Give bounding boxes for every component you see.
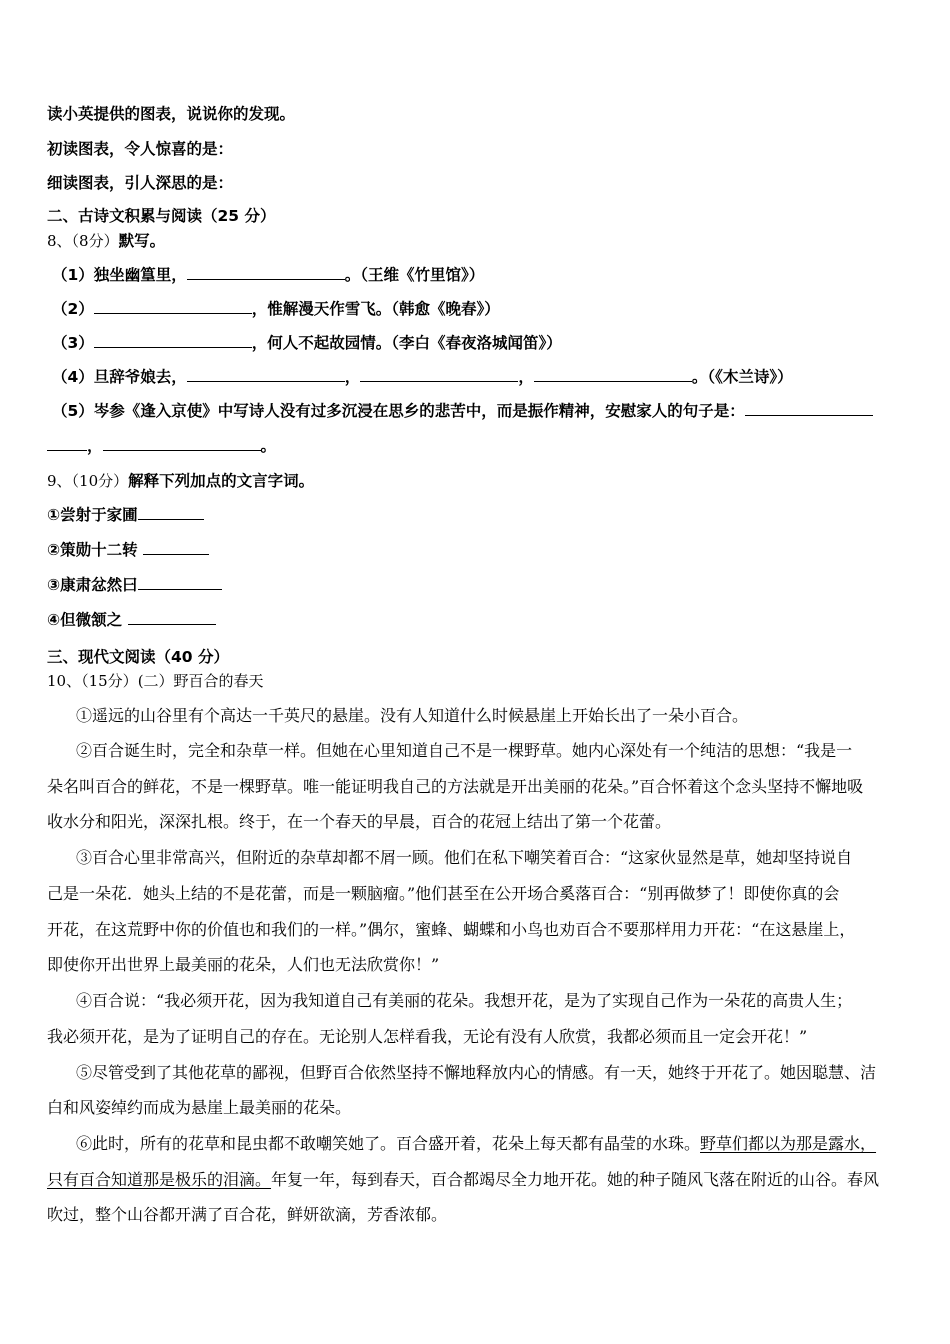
q9-item-2 [47,538,950,560]
q7-first-read: 初读图表，令人惊喜的是： [47,140,234,158]
q8-item-4-sep1: ， [344,368,361,386]
q9-title: 解释下列加点的文言字词。 [128,472,315,490]
passage-p3-line1: ③百合心里非常高兴，但附近的杂草却都不屑一顾。他们在私下嘲笑着百合：“这家伙显然是草，她却坚持说自 [76,848,853,867]
q7-prompt: 读小英提供的图表，说说你的发现。 [47,105,296,123]
q8-item-1-post: 。（王维《竹里馆》） [344,266,485,284]
passage-p6-line2-b: 年复一年，每到春天，百合都竭尽全力地开花。她的种子随风飞落在附近的山谷。春风 [271,1170,880,1189]
q8-item-3-post: ，何人不起故园情。（李白《春夜洛城闻笛》） [251,334,562,352]
q9-item-4-text: ④但微颔之 [47,611,128,629]
answer-blank[interactable] [138,575,222,590]
q9-number: 9、（10分） [47,472,129,490]
q10-number: 10、（15分） [47,672,138,690]
section2-heading: 二、古诗文积累与阅读（25 分） [47,207,276,225]
answer-blank[interactable] [47,436,87,451]
q10-header [47,670,950,691]
q8-item-5-post: 。 [260,437,277,455]
section3-heading: 三、现代文阅读（40 分） [47,648,229,666]
q9-header [47,469,950,491]
answer-blank[interactable] [745,401,873,416]
q7-second-read: 细读图表，引人深思的是： [47,174,234,192]
q9-item-3-text: ③康肃忿然曰 [47,576,138,594]
q8-item-5 [52,399,950,421]
answer-blank[interactable] [138,505,204,520]
underlined-sentence: 只有百合知道那是极乐的泪滴。 [47,1170,272,1189]
passage-p4-line1: ④百合说：“我必须开花，因为我知道自己有美丽的花朵。我想开花，是为了实现自己作为一朵花的高贵人生； [76,991,853,1010]
answer-blank[interactable] [128,610,216,625]
q8-item-1-pre: （1）独坐幽篁里， [52,266,187,284]
q9-item-4 [47,608,950,630]
passage-p1-line1: ①遥远的山谷里有个高达一千英尺的悬崖。没有人知道什么时候悬崖上开始长出了一朵小百合。 [76,706,749,725]
q8-number: 8、（8分） [47,232,119,250]
passage-p6-line3: 吹过，整个山谷都开满了百合花，鲜妍欲滴，芳香浓郁。 [47,1205,448,1224]
q8-item-4 [52,365,950,387]
passage-p2-line2: 朵名叫百合的鲜花，不是一棵野草。唯一能证明我自己的方法就是开出美丽的花朵。”百合怀着这个念头坚持不懈地吸 [47,777,864,796]
q8-title: 默写。 [118,232,166,250]
answer-blank[interactable] [187,367,345,382]
passage-p2-line3: 收水分和阳光，深深扎根。终于，在一个春天的早晨，百合的花冠上结出了第一个花蕾。 [47,812,672,831]
q8-item-5-pre: （5）岑参《逢入京使》中写诗人没有过多沉浸在思乡的悲苦中，而是振作精神，安慰家人的句子是： [52,402,745,420]
answer-blank[interactable] [103,436,261,451]
q8-header [47,229,950,251]
passage-p5-line1: ⑤尽管受到了其他花草的鄙视，但野百合依然坚持不懈地释放内心的情感。有一天，她终于开花了。她因聪慧、洁 [76,1063,877,1082]
q9-item-3 [47,573,950,595]
q8-item-5-mid: ， [87,437,103,455]
passage-p6-line1-a: ⑥此时，所有的花草和昆虫都不敢嘲笑她了。百合盛开着，花朵上每天都有晶莹的水珠。 [76,1134,701,1153]
passage-p3-line3: 开花，在这荒野中你的价值也和我们的一样。”偶尔，蜜蜂、蝴蝶和小鸟也劝百合不要那样用力开花：“在这悬崖上， [47,920,856,939]
q10-title: (二）野百合的春天 [137,672,264,690]
q8-item-2 [52,297,950,319]
passage-p3-line4: 即使你开出世界上最美丽的花朵，人们也无法欣赏你！” [47,955,440,974]
passage-p4-line2: 我必须开花，是为了证明自己的存在。无论别人怎样看我，无论有没有人欣赏，我都必须而且一定会开花！” [47,1027,808,1046]
q9-item-1 [47,503,950,525]
passage-p6-line1 [76,1131,950,1154]
answer-blank[interactable] [94,333,252,348]
q9-item-1-text: ①尝射于家圃 [47,506,138,524]
answer-blank[interactable] [187,265,345,280]
q8-item-4-post: 。（《木兰诗》） [691,368,793,386]
underlined-sentence: 野草们都以为那是露水， [700,1134,877,1153]
q9-item-2-text: ②策勋十二转 [47,541,144,559]
passage-p6-line2 [47,1167,950,1190]
answer-blank[interactable] [94,299,252,314]
passage-p2-line1: ②百合诞生时，完全和杂草一样。但她在心里知道自己不是一棵野草。她内心深处有一个纯洁的思想：“我是一 [76,741,853,760]
passage-p5-line2: 白和风姿绰约而成为悬崖上最美丽的花朵。 [47,1098,352,1117]
q8-item-1 [52,263,950,285]
passage-p3-line2: 己是一朵花．她头上结的不是花蕾，而是一颗脑瘤。”他们甚至在公开场合奚落百合：“别再做梦了！即使你真的会 [47,884,840,903]
q8-item-2-pre: （2） [52,300,94,318]
q8-item-5-cont [47,434,950,456]
answer-blank[interactable] [143,540,209,555]
answer-blank[interactable] [534,367,692,382]
q8-item-2-post: ，惟解漫天作雪飞。（韩愈《晚春》） [251,300,500,318]
q8-item-3-pre: （3） [52,334,94,352]
q8-item-4-sep2: ， [518,368,534,386]
answer-blank[interactable] [360,367,518,382]
q8-item-4-pre: （4）旦辞爷娘去， [52,368,187,386]
q8-item-3 [52,331,950,353]
